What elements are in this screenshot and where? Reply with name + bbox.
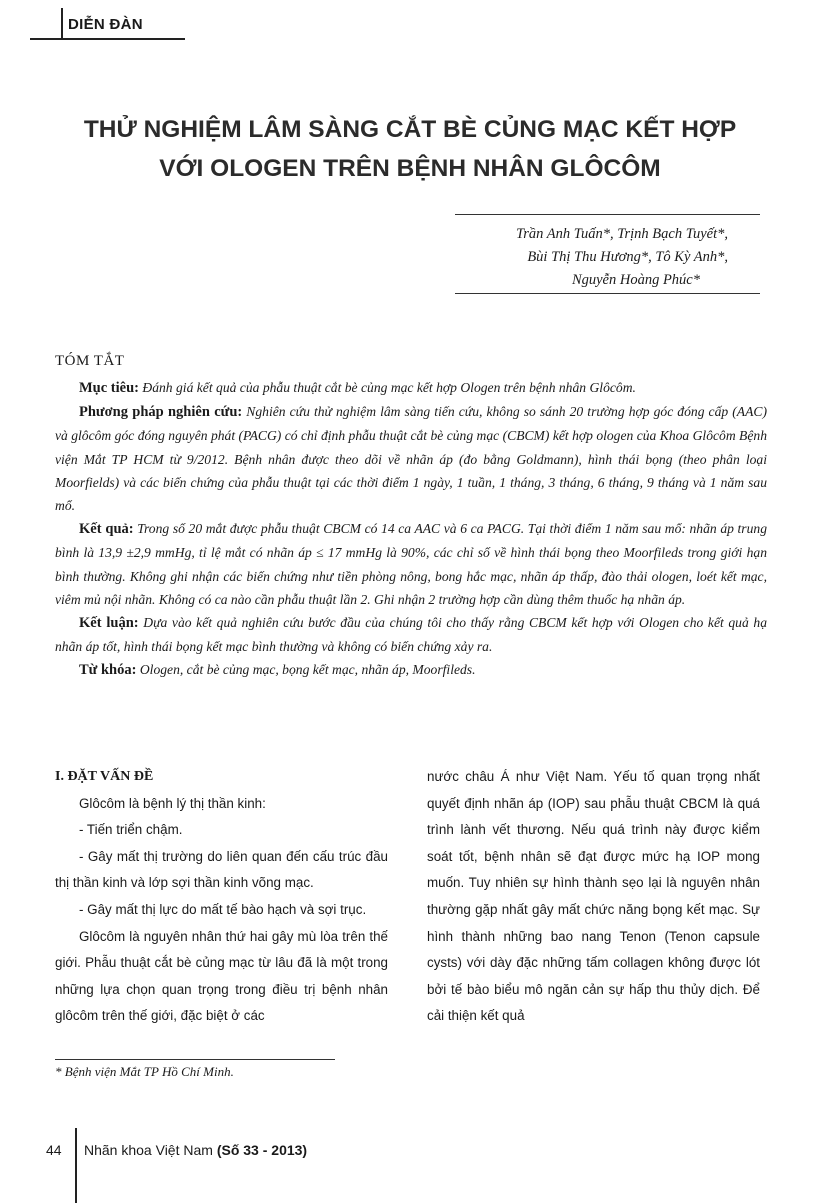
body-paragraph: Glôcôm là nguyên nhân thứ hai gây mù lòa trên thế giới. Phẫu thuật cắt bè củng mạc từ lâu đã là một trong những lựa chọn quan trọng trong điều trị bệnh nhân glôcôm trên thế giới, đặc biệt ở các	[55, 928, 388, 1024]
body-right-column	[427, 764, 760, 1030]
method-text: Nghiên cứu thử nghiệm lâm sàng tiến cứu, không so sánh 20 trường hợp góc đóng cấp (AAC) và glôcôm góc đóng nguyên phát (PACG) có chỉ định phẫu thuật cắt bè củng mạc (CBCM) kết hợp ologen của Khoa Glôcôm Bệnh viện Mắt TP HCM từ 9/2012. Bệnh nhân được theo dõi về nhãn áp (đo bằng Goldmann), hình thái bọng (theo phân loại Moorfields) và các biến chứng của phẫu thuật tại các thời điểm 1 ngày, 1 tuần, 1 tháng, 3 tháng, 6 tháng, 9 tháng và 1 năm sau mổ.	[55, 404, 767, 514]
body-paragraph: - Gây mất thị trường do liên quan đến cấu trúc đầu thị thần kinh và lớp sợi thần kinh võng mạc.	[55, 848, 388, 891]
title-line-2: VỚI OLOGEN TRÊN BỆNH NHÂN GLÔCÔM	[159, 155, 661, 182]
journal-issue: (Số 33 - 2013)	[216, 1142, 308, 1158]
journal-name	[84, 1142, 307, 1158]
abstract-objective	[55, 376, 767, 400]
title-line-1: THỬ NGHIỆM LÂM SÀNG CẮT BÈ CỦNG MẠC KẾT HỢP	[83, 116, 737, 143]
article-title	[0, 110, 820, 188]
abstract-body	[55, 376, 767, 683]
abstract-keywords	[55, 658, 767, 682]
section-label: DIỄN ĐÀN	[68, 16, 143, 33]
footnote: * Bệnh viện Mắt TP Hồ Chí Minh.	[55, 1064, 234, 1079]
abstract-method	[55, 400, 767, 517]
objective-label: Mục tiêu:	[79, 380, 139, 396]
objective-text: Đánh giá kết quả của phẫu thuật cắt bè củng mạc kết hợp Ologen trên bệnh nhân Glôcôm.	[139, 380, 636, 395]
body-paragraph: Glôcôm là bệnh lý thị thần kinh:	[79, 795, 266, 811]
authors-block	[455, 223, 760, 292]
abstract-conclusion	[55, 611, 767, 658]
page-number: 44	[46, 1142, 62, 1158]
authors-line-1: Trần Anh Tuấn*, Trịnh Bạch Tuyết*,	[515, 226, 728, 242]
body-paragraph: - Tiến triển chậm.	[79, 822, 183, 838]
authors-line-3: Nguyễn Hoàng Phúc*	[571, 272, 700, 288]
abstract-heading: TÓM TẮT	[55, 353, 125, 369]
footnote-rule	[55, 1059, 335, 1060]
header-rule	[30, 38, 185, 40]
body-paragraph: - Gây mất thị lực do mất tế bào hạch và sợi trục.	[79, 901, 367, 917]
keywords-text: Ologen, cắt bè củng mạc, bọng kết mạc, nhãn áp, Moorfileds.	[136, 662, 476, 678]
footer-divider	[75, 1128, 77, 1203]
conclusion-label: Kết luận:	[79, 615, 139, 632]
authors-bottom-rule	[455, 293, 760, 294]
body-left-column	[55, 764, 388, 1030]
journal-title: Nhãn khoa Việt Nam	[84, 1142, 213, 1158]
authors-top-rule	[455, 214, 760, 215]
results-label: Kết quả:	[79, 521, 134, 538]
section-heading: I. ĐẶT VẤN ĐỀ	[55, 769, 154, 784]
keywords-label: Từ khóa:	[79, 662, 137, 679]
abstract-results	[55, 517, 767, 611]
conclusion-text: Dựa vào kết quả nghiên cứu bước đầu của chúng tôi cho thấy rằng CBCM kết hợp với Ologen cho kết quả hạ nhãn áp tốt, hình thái bọng kết mạc bình thường và không có biến chứng xảy ra.	[55, 615, 768, 655]
header-divider	[61, 8, 63, 40]
authors-line-2: Bùi Thị Thu Hương*, Tô Kỳ Anh*,	[527, 249, 728, 265]
results-text: Trong số 20 mắt được phẫu thuật CBCM có 14 ca AAC và 6 ca PACG. Tại thời điểm 1 năm sau mổ: nhãn áp trung bình là 13,9 ±2,9 mmHg, tỉ lệ mắt có nhãn áp ≤ 17 mmHg là 90%, các chỉ số về hình thái bọng theo Moorfileds trong giới hạn bình thường. Không ghi nhận các biến chứng như tiền phòng nông, bong hắc mạc, nhãn áp thấp, đào thải ologen, loét kết mạc, viêm mủ nội nhãn. Không có ca nào cần phẫu thuật lần 2. Ghi nhận 2 trường hợp cần dùng thêm thuốc hạ nhãn áp.	[55, 521, 767, 607]
method-label: Phương pháp nghiên cứu:	[79, 404, 243, 421]
body-paragraph: nước châu Á như Việt Nam. Yếu tố quan trọng nhất quyết định nhãn áp (IOP) sau phẫu thuật CBCM là quá trình lành vết thương. Nếu quá trình này được kiểm soát tốt, bệnh nhân sẽ đạt được mức hạ IOP mong muốn. Tuy nhiên sự hình thành sẹo lại là nguyên nhân thường gặp nhất gây mất chức năng bọng kết mạc. Sự hình thành những bao nang Tenon (Tenon capsule cysts) với dày đặc những tấm collagen không được lót bởi tế bào biểu mô ngăn cản sự hấp thu thủy dịch. Để cải thiện kết quả	[427, 769, 760, 1024]
